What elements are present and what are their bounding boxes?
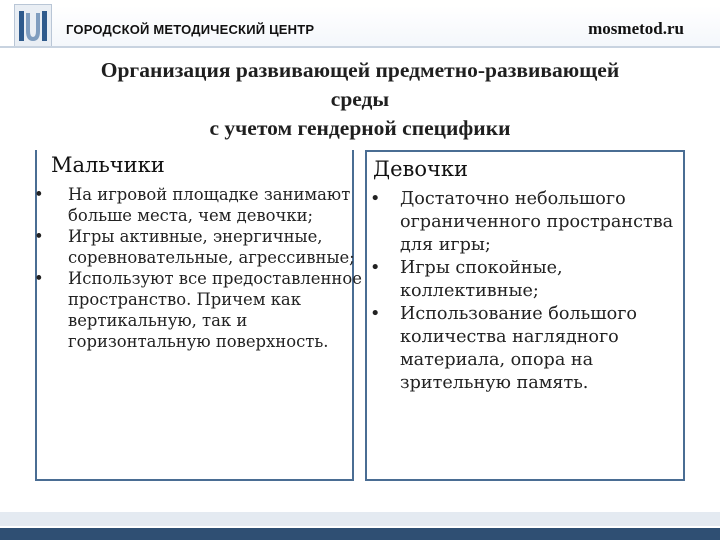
title-line: Организация развивающей предметно-развивающей	[100, 58, 620, 82]
bullet: •	[34, 185, 44, 204]
bullet: •	[34, 227, 44, 246]
list-item	[32, 184, 362, 226]
list-item	[32, 268, 362, 352]
boys-heading: Мальчики	[51, 153, 165, 177]
list-item-text: Достаточно небольшого ограниченного пространства для игры;	[400, 189, 674, 255]
university-logo-icon	[15, 5, 51, 47]
list-item	[370, 188, 690, 257]
site-url[interactable]: mosmetod.ru	[588, 19, 684, 38]
title-line: с учетом гендерной специфики	[209, 116, 511, 140]
bullet: •	[34, 269, 44, 288]
girls-heading: Девочки	[373, 157, 468, 181]
footer-band-light	[0, 512, 720, 526]
list-item	[370, 303, 690, 395]
list-item-text: Используют все предоставленное пространство. Причем как вертикальную, так и горизонтальную поверхность.	[68, 269, 362, 351]
logo	[14, 4, 52, 48]
list-item-text: Игры спокойные, коллективные;	[400, 258, 563, 301]
bullet: •	[370, 304, 381, 324]
list-item-text: На игровой площадке занимают больше места, чем девочки;	[68, 185, 351, 225]
header-bar	[0, 0, 720, 52]
title-line: среды	[330, 87, 390, 111]
girls-list	[370, 188, 690, 395]
list-item-text: Использование большого количества наглядного материала, опора на зрительную память.	[400, 304, 638, 393]
page-title	[40, 56, 680, 143]
bullet: •	[370, 258, 381, 278]
org-name: ГОРОДСКОЙ МЕТОДИЧЕСКИЙ ЦЕНТР	[66, 22, 315, 37]
list-item-text: Игры активные, энергичные, соревновательные, агрессивные;	[68, 227, 355, 267]
header-divider	[0, 46, 720, 48]
footer-band-dark	[0, 528, 720, 540]
boys-list	[32, 184, 362, 352]
list-item	[32, 226, 362, 268]
bullet: •	[370, 189, 381, 209]
list-item	[370, 257, 690, 303]
